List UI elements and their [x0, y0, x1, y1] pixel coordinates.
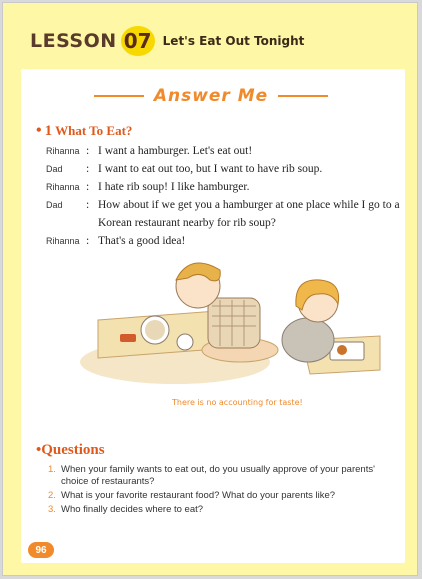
section-banner	[0, 86, 422, 106]
utterance: How about if we get you a hamburger at one place while I go to a Korean restaurant nearby for rib soup?	[98, 199, 400, 229]
girl-body	[282, 318, 334, 362]
section-title: What To Eat?	[55, 123, 133, 138]
questions-heading	[36, 442, 105, 459]
speaker: Rihanna	[46, 236, 80, 246]
banner-rule-right	[278, 95, 328, 97]
lesson-header	[30, 26, 304, 56]
lesson-title: Let's Eat Out Tonight	[162, 34, 305, 48]
speaker: Rihanna	[46, 146, 80, 156]
question-text: Who finally decides where to eat?	[61, 504, 204, 515]
section-number: 1	[44, 123, 53, 139]
question-text: When your family wants to eat out, do you usually approve of your parents' choice of restaurants?	[61, 464, 375, 487]
questions-list	[48, 464, 404, 518]
rice-bowl	[177, 334, 193, 350]
question-item	[48, 490, 404, 502]
speaker: Dad	[46, 200, 63, 210]
section-heading	[36, 122, 132, 140]
dialog-line: Dad : How about if we get you a hamburger at one place while I go to a Korean restaurant nearby for rib soup?	[46, 196, 408, 232]
dialog-line: Dad : I want to eat out too, but I want to have rib soup.	[46, 160, 408, 178]
dialog-line: Rihanna : That's a good idea!	[46, 232, 408, 250]
question-item	[48, 464, 404, 488]
dialog-line: Rihanna : I want a hamburger. Let's eat out!	[46, 142, 408, 160]
illustration-caption: There is no accounting for taste!	[172, 398, 303, 407]
utterance: I want a hamburger. Let's eat out!	[98, 145, 253, 157]
burger	[337, 345, 347, 355]
banner-rule-left	[94, 95, 144, 97]
food-tray	[330, 342, 364, 360]
question-number: 3.	[48, 504, 56, 515]
lesson-label: LESSON	[30, 30, 117, 52]
question-number: 2.	[48, 490, 56, 501]
question-text: What is your favorite restaurant food? What do your parents like?	[61, 490, 336, 501]
speaker: Rihanna	[46, 182, 80, 192]
utterance: That's a good idea!	[98, 235, 186, 247]
lesson-number-badge: 07	[121, 26, 155, 56]
questions-title: Questions	[41, 442, 105, 458]
speaker: Dad	[46, 164, 63, 174]
illustration	[80, 250, 390, 398]
question-item	[48, 504, 404, 516]
page-number: 96	[28, 542, 54, 558]
banner-text: Answer Me	[153, 86, 269, 106]
utterance: I hate rib soup! I like hamburger.	[98, 181, 250, 193]
side-dish	[120, 334, 136, 342]
bullet-icon: •	[36, 442, 42, 458]
question-number: 1.	[48, 464, 56, 475]
utterance: I want to eat out too, but I want to have rib soup.	[98, 163, 323, 175]
dialog	[46, 142, 408, 250]
dialog-line: Rihanna : I hate rib soup! I like hamburger.	[46, 178, 408, 196]
bullet-icon: •	[36, 122, 42, 139]
